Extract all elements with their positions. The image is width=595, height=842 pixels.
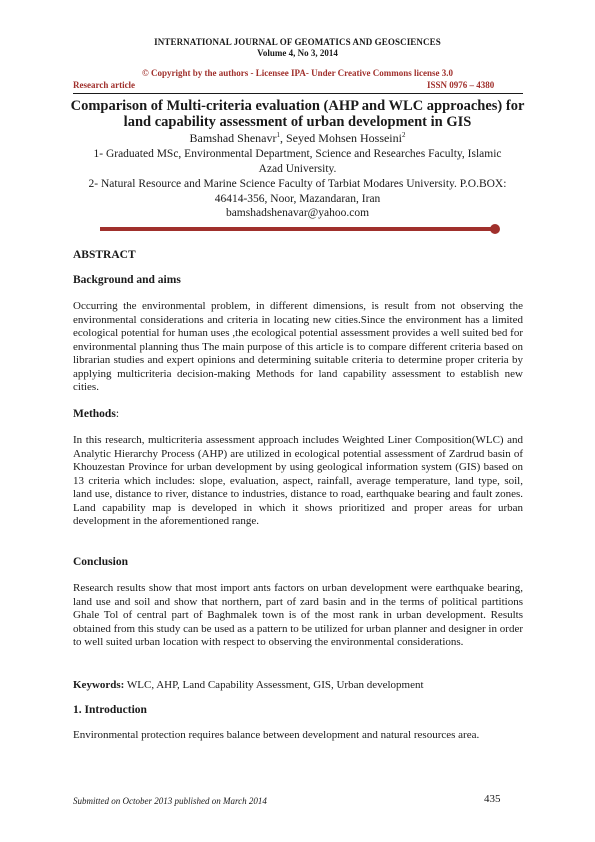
- background-paragraph: Occurring the environmental problem, in different dimensions, is result from not observing the environmental considerations and criteria in locating new cities.Since the environment has a limited ecological potential for human uses ,the ecological potential assessment provides a well suited bed for environmental planning thus The main purpose of this article is to compare different criteria based on librarian studies and expert opinions and determining suitable criteria to determine proper criteria by applying multicriteria decision-making Methods for land capability assessment to establish new cities.: [73, 300, 523, 393]
- header-rule: [73, 93, 523, 94]
- decorative-divider-line: [100, 227, 492, 231]
- introduction-paragraph: Environmental protection requires balance between development and natural resources area.: [73, 729, 480, 741]
- conclusion-heading: Conclusion: [73, 556, 128, 568]
- affiliation-1-line-2: Azad University.: [258, 163, 337, 175]
- conclusion-paragraph: Research results show that most import ants factors on urban development were earthquake bearing, land use and soil and show that northern, part of zard basin and in the terms of political partitions Ghale Tol of central part of Baghmalek town is of the most rank in urban development. Results obtained from this study can be used as a pattern to be utilized for urban planner and designer in order to well suited urban location with respect to observing the environmental considerations.: [73, 582, 523, 648]
- article-type: Research article: [73, 80, 136, 90]
- affiliation-2-line-2: 46414-356, Noor, Mazandaran, Iran: [214, 193, 381, 205]
- paper-title: [0, 98, 595, 130]
- author-list: [0, 131, 595, 146]
- title-line-1: Comparison of Multi-criteria evaluation (AHP and WLC approaches) for: [70, 98, 525, 114]
- affiliation-2-line-1: 2- Natural Resource and Marine Science Faculty of Tarbiat Modares University. P.O.BOX:: [88, 178, 507, 190]
- background-heading: Background and aims: [73, 274, 181, 286]
- issn: ISSN 0976 – 4380: [427, 80, 495, 90]
- decorative-divider-dot: [490, 224, 500, 234]
- journal-name: INTERNATIONAL JOURNAL OF GEOMATICS AND GEOSCIENCES: [154, 37, 441, 47]
- title-line-2: land capability assessment of urban development in GIS: [123, 114, 472, 130]
- submission-note: Submitted on October 2013 published on March 2014: [73, 796, 267, 806]
- introduction-heading: 1. Introduction: [73, 704, 147, 716]
- author-email[interactable]: bamshadshenavar@yahoo.com: [225, 207, 370, 219]
- author-2-affiliation-mark: 2: [401, 131, 406, 139]
- methods-heading-text: Methods: [73, 408, 116, 420]
- keywords: [73, 679, 424, 691]
- abstract-heading: ABSTRACT: [73, 249, 136, 261]
- author-1-affiliation-mark: 1: [276, 131, 280, 139]
- affiliation-2: [75, 177, 520, 207]
- page-number: 435: [484, 793, 501, 805]
- keywords-label: Keywords:: [73, 679, 125, 691]
- copyright-notice: © Copyright by the authors - Licensee IPA- Under Creative Commons license 3.0: [142, 68, 453, 78]
- methods-paragraph: In this research, multicriteria assessment approach includes Weighted Liner Composition(WLC) and Analytic Hierarchy Process (AHP) are utilized in ecological potential assessment of Zardrud basin of Khouzestan Province for urban development by using geological information system (GIS) based on 13 criteria which includes: slope, evaluation, aspect, rainfall, average temperature, land type, soil, land use, distance to river, distance to industries, distance to road, earthquake bearing and fault zones. Land capability map is developed in which it shows prioritized and proper areas for urban development in the aforementioned range.: [73, 434, 523, 527]
- affiliation-1: [75, 147, 520, 177]
- methods-heading: [73, 408, 119, 420]
- author-2: Seyed Mohsen Hosseini: [285, 131, 402, 145]
- author-1: Bamshad Shenavr: [189, 131, 277, 145]
- journal-volume: Volume 4, No 3, 2014: [257, 48, 338, 58]
- keywords-list: WLC, AHP, Land Capability Assessment, GIS, Urban development: [124, 679, 424, 691]
- affiliation-1-line-1: 1- Graduated MSc, Environmental Department, Science and Researches Faculty, Islamic: [93, 148, 502, 160]
- author-separator: ,: [279, 131, 286, 145]
- methods-heading-colon: :: [115, 408, 120, 420]
